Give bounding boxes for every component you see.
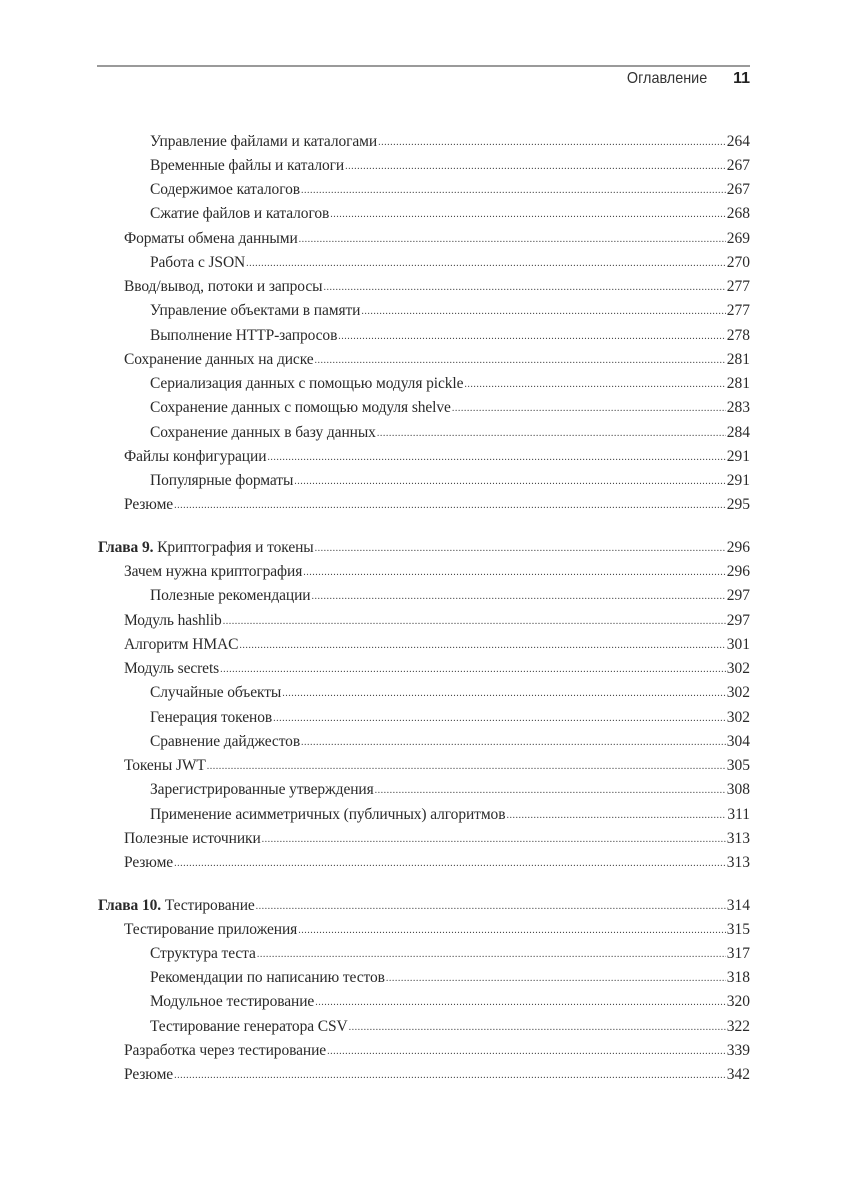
toc-entry-page: 284 [726, 424, 750, 441]
toc-entry[interactable] [150, 681, 750, 705]
toc-entry-page: 315 [726, 921, 750, 938]
toc-entry-page: 277 [726, 278, 750, 295]
toc-entry-page: 302 [726, 684, 750, 701]
dot-leader [377, 422, 726, 446]
toc-chapter-entry[interactable] [98, 536, 750, 560]
toc-entry-label [150, 584, 311, 608]
toc-entry[interactable] [150, 469, 750, 493]
toc-entry-title: Резюме [124, 1066, 174, 1083]
dot-leader [375, 779, 726, 803]
toc-entry-page: 268 [726, 205, 750, 222]
toc-entry-title: Полезные рекомендации [150, 587, 311, 604]
toc-entry-title: Полезные источники [124, 830, 261, 847]
toc-entry-title: Сериализация данных с помощью модуля pickle [150, 375, 464, 392]
toc-entry-title: Содержимое каталогов [150, 181, 300, 198]
toc-entry-title: Рекомендации по написанию тестов [150, 969, 385, 986]
toc-entry-title: Сжатие файлов и каталогов [150, 205, 330, 222]
toc-entry-page: 302 [726, 660, 750, 677]
toc-entry-page: 308 [726, 781, 750, 798]
toc-entry-title: Зарегистрированные утверждения [150, 781, 374, 798]
toc-entry-title: Генерация токенов [150, 709, 273, 726]
toc-entry-label [150, 1015, 348, 1039]
toc-entry-title: Популярные форматы [150, 472, 294, 489]
toc-entry[interactable] [124, 275, 750, 299]
toc-entry-title: Тестирование приложения [124, 921, 298, 938]
toc-entry-label [124, 827, 261, 851]
toc-entry-page: 317 [726, 945, 750, 962]
dot-leader [298, 919, 726, 943]
toc-entry-title: Управление файлами и каталогами [150, 133, 378, 150]
toc-entry[interactable] [124, 227, 750, 251]
dot-leader [464, 373, 725, 397]
toc-entry[interactable] [124, 1039, 750, 1063]
toc-entry-title: Структура теста [150, 945, 256, 962]
toc-entry-page: 313 [726, 854, 750, 871]
toc-entry-label [150, 299, 360, 323]
toc-entry-label [150, 372, 463, 396]
toc-entry[interactable] [124, 445, 750, 469]
toc-entry-page: 305 [726, 757, 750, 774]
toc-entry[interactable] [124, 827, 750, 851]
toc-entry-title: Криптография и токены [157, 539, 314, 556]
toc-entry-page: 314 [726, 897, 750, 914]
dot-leader [378, 131, 726, 155]
dot-leader [223, 610, 726, 634]
running-header-title: Оглавление [626, 70, 708, 87]
toc-entry-page: 304 [726, 733, 750, 750]
toc-entry[interactable] [150, 803, 750, 827]
dot-leader [361, 300, 725, 324]
toc-entry-page: 278 [726, 327, 750, 344]
dot-leader [246, 252, 726, 276]
toc-entry-label [150, 396, 451, 420]
dot-leader [294, 470, 725, 494]
toc-entry[interactable] [150, 778, 750, 802]
dot-leader [349, 1016, 726, 1040]
toc-entry-label [124, 560, 302, 584]
toc-entry[interactable] [124, 560, 750, 584]
toc-entry-title: Алгоритм HMAC [124, 636, 239, 653]
toc-entry-label [124, 445, 266, 469]
toc-entry-label [98, 894, 255, 918]
dot-leader [303, 561, 726, 585]
toc-entry[interactable] [150, 202, 750, 226]
toc-entry[interactable] [124, 633, 750, 657]
dot-leader [257, 943, 726, 967]
toc-entry-page: 297 [726, 612, 750, 629]
running-header [618, 70, 750, 88]
toc-entry-title: Ввод/вывод, потоки и запросы [124, 278, 323, 295]
dot-leader [262, 828, 726, 852]
toc-entry-title: Случайные объекты [150, 684, 282, 701]
toc-entry[interactable] [150, 324, 750, 348]
dot-leader [207, 755, 726, 779]
toc-entry-label [124, 348, 314, 372]
toc-entry[interactable] [124, 1063, 750, 1087]
toc-entry[interactable] [150, 178, 750, 202]
toc-chapter-entry[interactable] [98, 894, 750, 918]
toc-entry[interactable] [124, 609, 750, 633]
toc-entry-label [150, 421, 376, 445]
toc-entry-label [124, 851, 173, 875]
header-rule [97, 65, 750, 67]
toc-entry-label [150, 778, 374, 802]
dot-leader [386, 967, 726, 991]
dot-leader [282, 682, 726, 706]
toc-entry-title: Резюме [124, 496, 174, 513]
toc-entry-label [124, 657, 219, 681]
dot-leader [174, 852, 726, 876]
dot-leader [315, 991, 726, 1015]
toc-entry-page: 322 [726, 1018, 750, 1035]
toc-entry-label [150, 154, 344, 178]
dot-leader [301, 731, 726, 755]
toc-entry[interactable] [124, 657, 750, 681]
toc-entry-page: 277 [726, 302, 750, 319]
toc-entry-label [98, 536, 314, 560]
toc-entry[interactable] [150, 1015, 750, 1039]
toc-entry-label [150, 469, 293, 493]
toc-entry-label [124, 275, 322, 299]
toc-entry-title: Форматы обмена данными [124, 230, 298, 247]
toc-entry[interactable] [150, 706, 750, 730]
dot-leader [239, 634, 725, 658]
toc-entry[interactable] [150, 372, 750, 396]
toc-entry[interactable] [150, 130, 750, 154]
toc-entry-label [150, 942, 256, 966]
toc-entry-label [150, 706, 272, 730]
toc-entry[interactable] [150, 396, 750, 420]
toc-entry-label [150, 324, 337, 348]
toc-entry-page: 264 [726, 133, 750, 150]
dot-leader [323, 276, 725, 300]
toc-entry-label [150, 202, 329, 226]
toc-entry-label [124, 1039, 326, 1063]
toc-entry-label [124, 1063, 173, 1087]
toc-entry-title: Файлы конфигурации [124, 448, 267, 465]
toc-entry[interactable] [124, 348, 750, 372]
toc-entry-page: 342 [726, 1066, 750, 1083]
toc-entry[interactable] [150, 421, 750, 445]
toc-entry-page: 281 [726, 351, 750, 368]
dot-leader [315, 349, 726, 373]
dot-leader [299, 228, 726, 252]
dot-leader [256, 895, 726, 919]
toc-entry-title: Тестирование [164, 897, 255, 914]
toc-entry-title: Временные файлы и каталоги [150, 157, 345, 174]
dot-leader [174, 1064, 726, 1088]
toc-entry-page: 320 [726, 993, 750, 1010]
toc-entry-label [150, 966, 385, 990]
toc-entry-title: Сохранение данных в базу данных [150, 424, 376, 441]
toc-entry[interactable] [150, 990, 750, 1014]
toc-entry-page: 297 [726, 587, 750, 604]
toc-entry-title: Модуль hashlib [124, 612, 222, 629]
toc-entry-label [124, 918, 297, 942]
toc-entry[interactable] [124, 918, 750, 942]
toc-entry-page: 339 [726, 1042, 750, 1059]
toc-entry-label [150, 178, 300, 202]
toc-entry-label [150, 681, 281, 705]
toc-entry-page: 313 [726, 830, 750, 847]
toc-entry[interactable] [124, 754, 750, 778]
toc-entry-title: Резюме [124, 854, 174, 871]
page-number: 11 [733, 70, 750, 87]
dot-leader [220, 658, 726, 682]
toc-entry-title: Токены JWT [124, 757, 206, 774]
dot-leader [174, 494, 726, 518]
dot-leader [315, 537, 726, 561]
chapter-prefix: Глава 9. [98, 539, 158, 556]
toc-entry-page: 291 [726, 472, 750, 489]
toc-entry-title: Сохранение данных с помощью модуля shelve [150, 399, 451, 416]
toc-entry-label [150, 803, 505, 827]
toc-entry-page: 296 [726, 539, 750, 556]
toc-entry-title: Сохранение данных на диске [124, 351, 314, 368]
toc-entry-page: 302 [726, 709, 750, 726]
toc-entry-label [124, 754, 206, 778]
dot-leader [330, 203, 726, 227]
toc-entry-title: Выполнение HTTP-запросов [150, 327, 338, 344]
toc-entry-page: 311 [727, 806, 750, 823]
dot-leader [345, 155, 726, 179]
toc-entry-page: 291 [726, 448, 750, 465]
toc-entry[interactable] [150, 730, 750, 754]
toc-entry-label [124, 609, 222, 633]
toc-entry-page: 295 [726, 496, 750, 513]
toc-entry-page: 270 [726, 254, 750, 271]
toc-entry-page: 269 [726, 230, 750, 247]
toc-entry-title: Разработка через тестирование [124, 1042, 327, 1059]
toc-entry-page: 281 [726, 375, 750, 392]
dot-leader [301, 179, 726, 203]
toc-entry[interactable] [150, 966, 750, 990]
toc-entry-page: 267 [726, 157, 750, 174]
chapter-prefix: Глава 10. [98, 897, 165, 914]
toc-entry-label [124, 227, 298, 251]
dot-leader [506, 804, 726, 828]
toc-entry-label [150, 990, 314, 1014]
toc-entry-page: 296 [726, 563, 750, 580]
dot-leader [338, 325, 725, 349]
toc-entry[interactable] [124, 493, 750, 517]
toc-entry-title: Зачем нужна криптография [124, 563, 303, 580]
toc-entry[interactable] [150, 251, 750, 275]
dot-leader [273, 707, 726, 731]
toc-entry-title: Тестирование генератора CSV [150, 1018, 348, 1035]
toc-entry-label [150, 730, 300, 754]
toc-entry[interactable] [124, 851, 750, 875]
toc-entry-title: Работа с JSON [150, 254, 246, 271]
toc-entry[interactable] [150, 154, 750, 178]
dot-leader [267, 446, 725, 470]
toc-entry[interactable] [150, 942, 750, 966]
toc-entry-label [150, 130, 377, 154]
toc-entry-page: 318 [726, 969, 750, 986]
toc-entry-title: Модуль secrets [124, 660, 220, 677]
toc-entry-page: 267 [726, 181, 750, 198]
dot-leader [452, 397, 726, 421]
toc-entry-title: Управление объектами в памяти [150, 302, 361, 319]
dot-leader [327, 1040, 726, 1064]
toc-entry-title: Модульное тестирование [150, 993, 315, 1010]
toc-entry-label [124, 633, 238, 657]
toc-entry-page: 301 [726, 636, 750, 653]
toc-entry-title: Сравнение дайджестов [150, 733, 301, 750]
toc-entry[interactable] [150, 584, 750, 608]
toc-entry-label [124, 493, 173, 517]
toc-entry-page: 283 [726, 399, 750, 416]
toc-entry[interactable] [150, 299, 750, 323]
dot-leader [312, 585, 726, 609]
toc-entry-label [150, 251, 245, 275]
toc-entry-title: Применение асимметричных (публичных) алгоритмов [150, 806, 506, 823]
